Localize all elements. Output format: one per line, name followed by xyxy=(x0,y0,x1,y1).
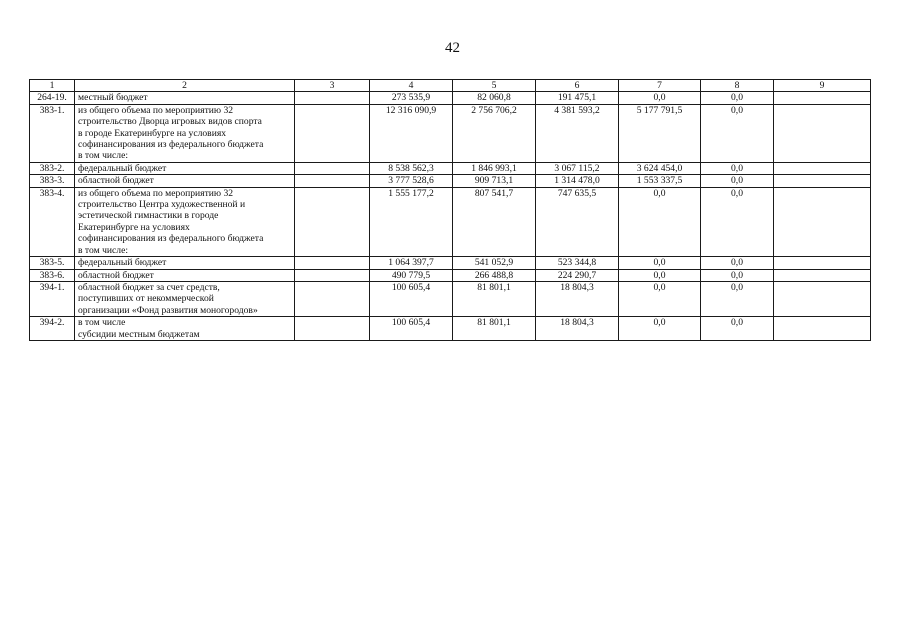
row-description: областной бюджет xyxy=(75,269,295,281)
column-header: 6 xyxy=(536,80,619,92)
table-row xyxy=(30,281,871,316)
header-row xyxy=(30,80,871,92)
cell-col8: 0,0 xyxy=(701,281,774,316)
cell-col3 xyxy=(295,257,370,269)
cell-col3 xyxy=(295,162,370,174)
cell-col5: 807 541,7 xyxy=(453,187,536,256)
row-description: в том числе субсидии местным бюджетам xyxy=(75,317,295,341)
cell-col4: 1 555 177,2 xyxy=(370,187,453,256)
column-header: 4 xyxy=(370,80,453,92)
cell-col5: 909 713,1 xyxy=(453,175,536,187)
column-header: 2 xyxy=(75,80,295,92)
table-row xyxy=(30,257,871,269)
table-row xyxy=(30,104,871,162)
column-header: 1 xyxy=(30,80,75,92)
cell-col6: 18 804,3 xyxy=(536,317,619,341)
cell-col9 xyxy=(774,104,871,162)
cell-col9 xyxy=(774,175,871,187)
cell-col5: 82 060,8 xyxy=(453,92,536,104)
cell-col4: 273 535,9 xyxy=(370,92,453,104)
table-row xyxy=(30,92,871,104)
cell-col7: 5 177 791,5 xyxy=(619,104,701,162)
cell-col9 xyxy=(774,317,871,341)
cell-col6: 747 635,5 xyxy=(536,187,619,256)
cell-col7: 0,0 xyxy=(619,317,701,341)
row-id: 383-2. xyxy=(30,162,75,174)
row-description: областной бюджет xyxy=(75,175,295,187)
cell-col6: 1 314 478,0 xyxy=(536,175,619,187)
row-description: из общего объема по мероприятию 32 строительство Центра художественной и эстетической гимнастики в городе Екатеринбурге на условиях софинансирования из федерального бюджета в том числе: xyxy=(75,187,295,256)
cell-col8: 0,0 xyxy=(701,162,774,174)
table-row xyxy=(30,162,871,174)
cell-col8: 0,0 xyxy=(701,104,774,162)
cell-col6: 4 381 593,2 xyxy=(536,104,619,162)
cell-col3 xyxy=(295,281,370,316)
page-number: 42 xyxy=(445,40,460,56)
table-row xyxy=(30,269,871,281)
cell-col9 xyxy=(774,281,871,316)
row-id: 383-1. xyxy=(30,104,75,162)
cell-col8: 0,0 xyxy=(701,257,774,269)
cell-col5: 1 846 993,1 xyxy=(453,162,536,174)
cell-col7: 3 624 454,0 xyxy=(619,162,701,174)
cell-col4: 100 605,4 xyxy=(370,317,453,341)
cell-col7: 0,0 xyxy=(619,281,701,316)
cell-col3 xyxy=(295,104,370,162)
column-header: 7 xyxy=(619,80,701,92)
cell-col9 xyxy=(774,92,871,104)
column-header: 8 xyxy=(701,80,774,92)
cell-col3 xyxy=(295,175,370,187)
cell-col4: 100 605,4 xyxy=(370,281,453,316)
row-description: местный бюджет xyxy=(75,92,295,104)
cell-col4: 490 779,5 xyxy=(370,269,453,281)
cell-col6: 3 067 115,2 xyxy=(536,162,619,174)
cell-col6: 18 804,3 xyxy=(536,281,619,316)
cell-col9 xyxy=(774,162,871,174)
budget-table xyxy=(29,79,871,341)
cell-col3 xyxy=(295,92,370,104)
table-row xyxy=(30,317,871,341)
cell-col7: 0,0 xyxy=(619,92,701,104)
cell-col9 xyxy=(774,269,871,281)
cell-col3 xyxy=(295,269,370,281)
row-id: 383-4. xyxy=(30,187,75,256)
cell-col8: 0,0 xyxy=(701,92,774,104)
cell-col7: 0,0 xyxy=(619,187,701,256)
cell-col4: 8 538 562,3 xyxy=(370,162,453,174)
cell-col9 xyxy=(774,187,871,256)
cell-col5: 2 756 706,2 xyxy=(453,104,536,162)
cell-col6: 224 290,7 xyxy=(536,269,619,281)
cell-col4: 12 316 090,9 xyxy=(370,104,453,162)
row-description: из общего объема по мероприятию 32 строительство Дворца игровых видов спорта в городе Екатеринбурге на условиях софинансирования из федерального бюджета в том числе: xyxy=(75,104,295,162)
cell-col7: 0,0 xyxy=(619,257,701,269)
cell-col3 xyxy=(295,317,370,341)
table-row xyxy=(30,187,871,256)
cell-col5: 266 488,8 xyxy=(453,269,536,281)
cell-col5: 541 052,9 xyxy=(453,257,536,269)
row-description: федеральный бюджет xyxy=(75,257,295,269)
row-id: 394-1. xyxy=(30,281,75,316)
row-description: областной бюджет за счет средств, поступивших от некоммерческой организации «Фонд развития моногородов» xyxy=(75,281,295,316)
cell-col3 xyxy=(295,187,370,256)
row-description: федеральный бюджет xyxy=(75,162,295,174)
cell-col4: 3 777 528,6 xyxy=(370,175,453,187)
cell-col6: 523 344,8 xyxy=(536,257,619,269)
row-id: 383-3. xyxy=(30,175,75,187)
table-row xyxy=(30,175,871,187)
cell-col6: 191 475,1 xyxy=(536,92,619,104)
cell-col9 xyxy=(774,257,871,269)
column-header: 3 xyxy=(295,80,370,92)
column-header: 5 xyxy=(453,80,536,92)
cell-col4: 1 064 397,7 xyxy=(370,257,453,269)
row-id: 383-6. xyxy=(30,269,75,281)
row-id: 383-5. xyxy=(30,257,75,269)
row-id: 394-2. xyxy=(30,317,75,341)
cell-col7: 0,0 xyxy=(619,269,701,281)
column-header: 9 xyxy=(774,80,871,92)
cell-col5: 81 801,1 xyxy=(453,317,536,341)
cell-col8: 0,0 xyxy=(701,317,774,341)
cell-col7: 1 553 337,5 xyxy=(619,175,701,187)
cell-col5: 81 801,1 xyxy=(453,281,536,316)
cell-col8: 0,0 xyxy=(701,175,774,187)
cell-col8: 0,0 xyxy=(701,269,774,281)
cell-col8: 0,0 xyxy=(701,187,774,256)
row-id: 264-19. xyxy=(30,92,75,104)
